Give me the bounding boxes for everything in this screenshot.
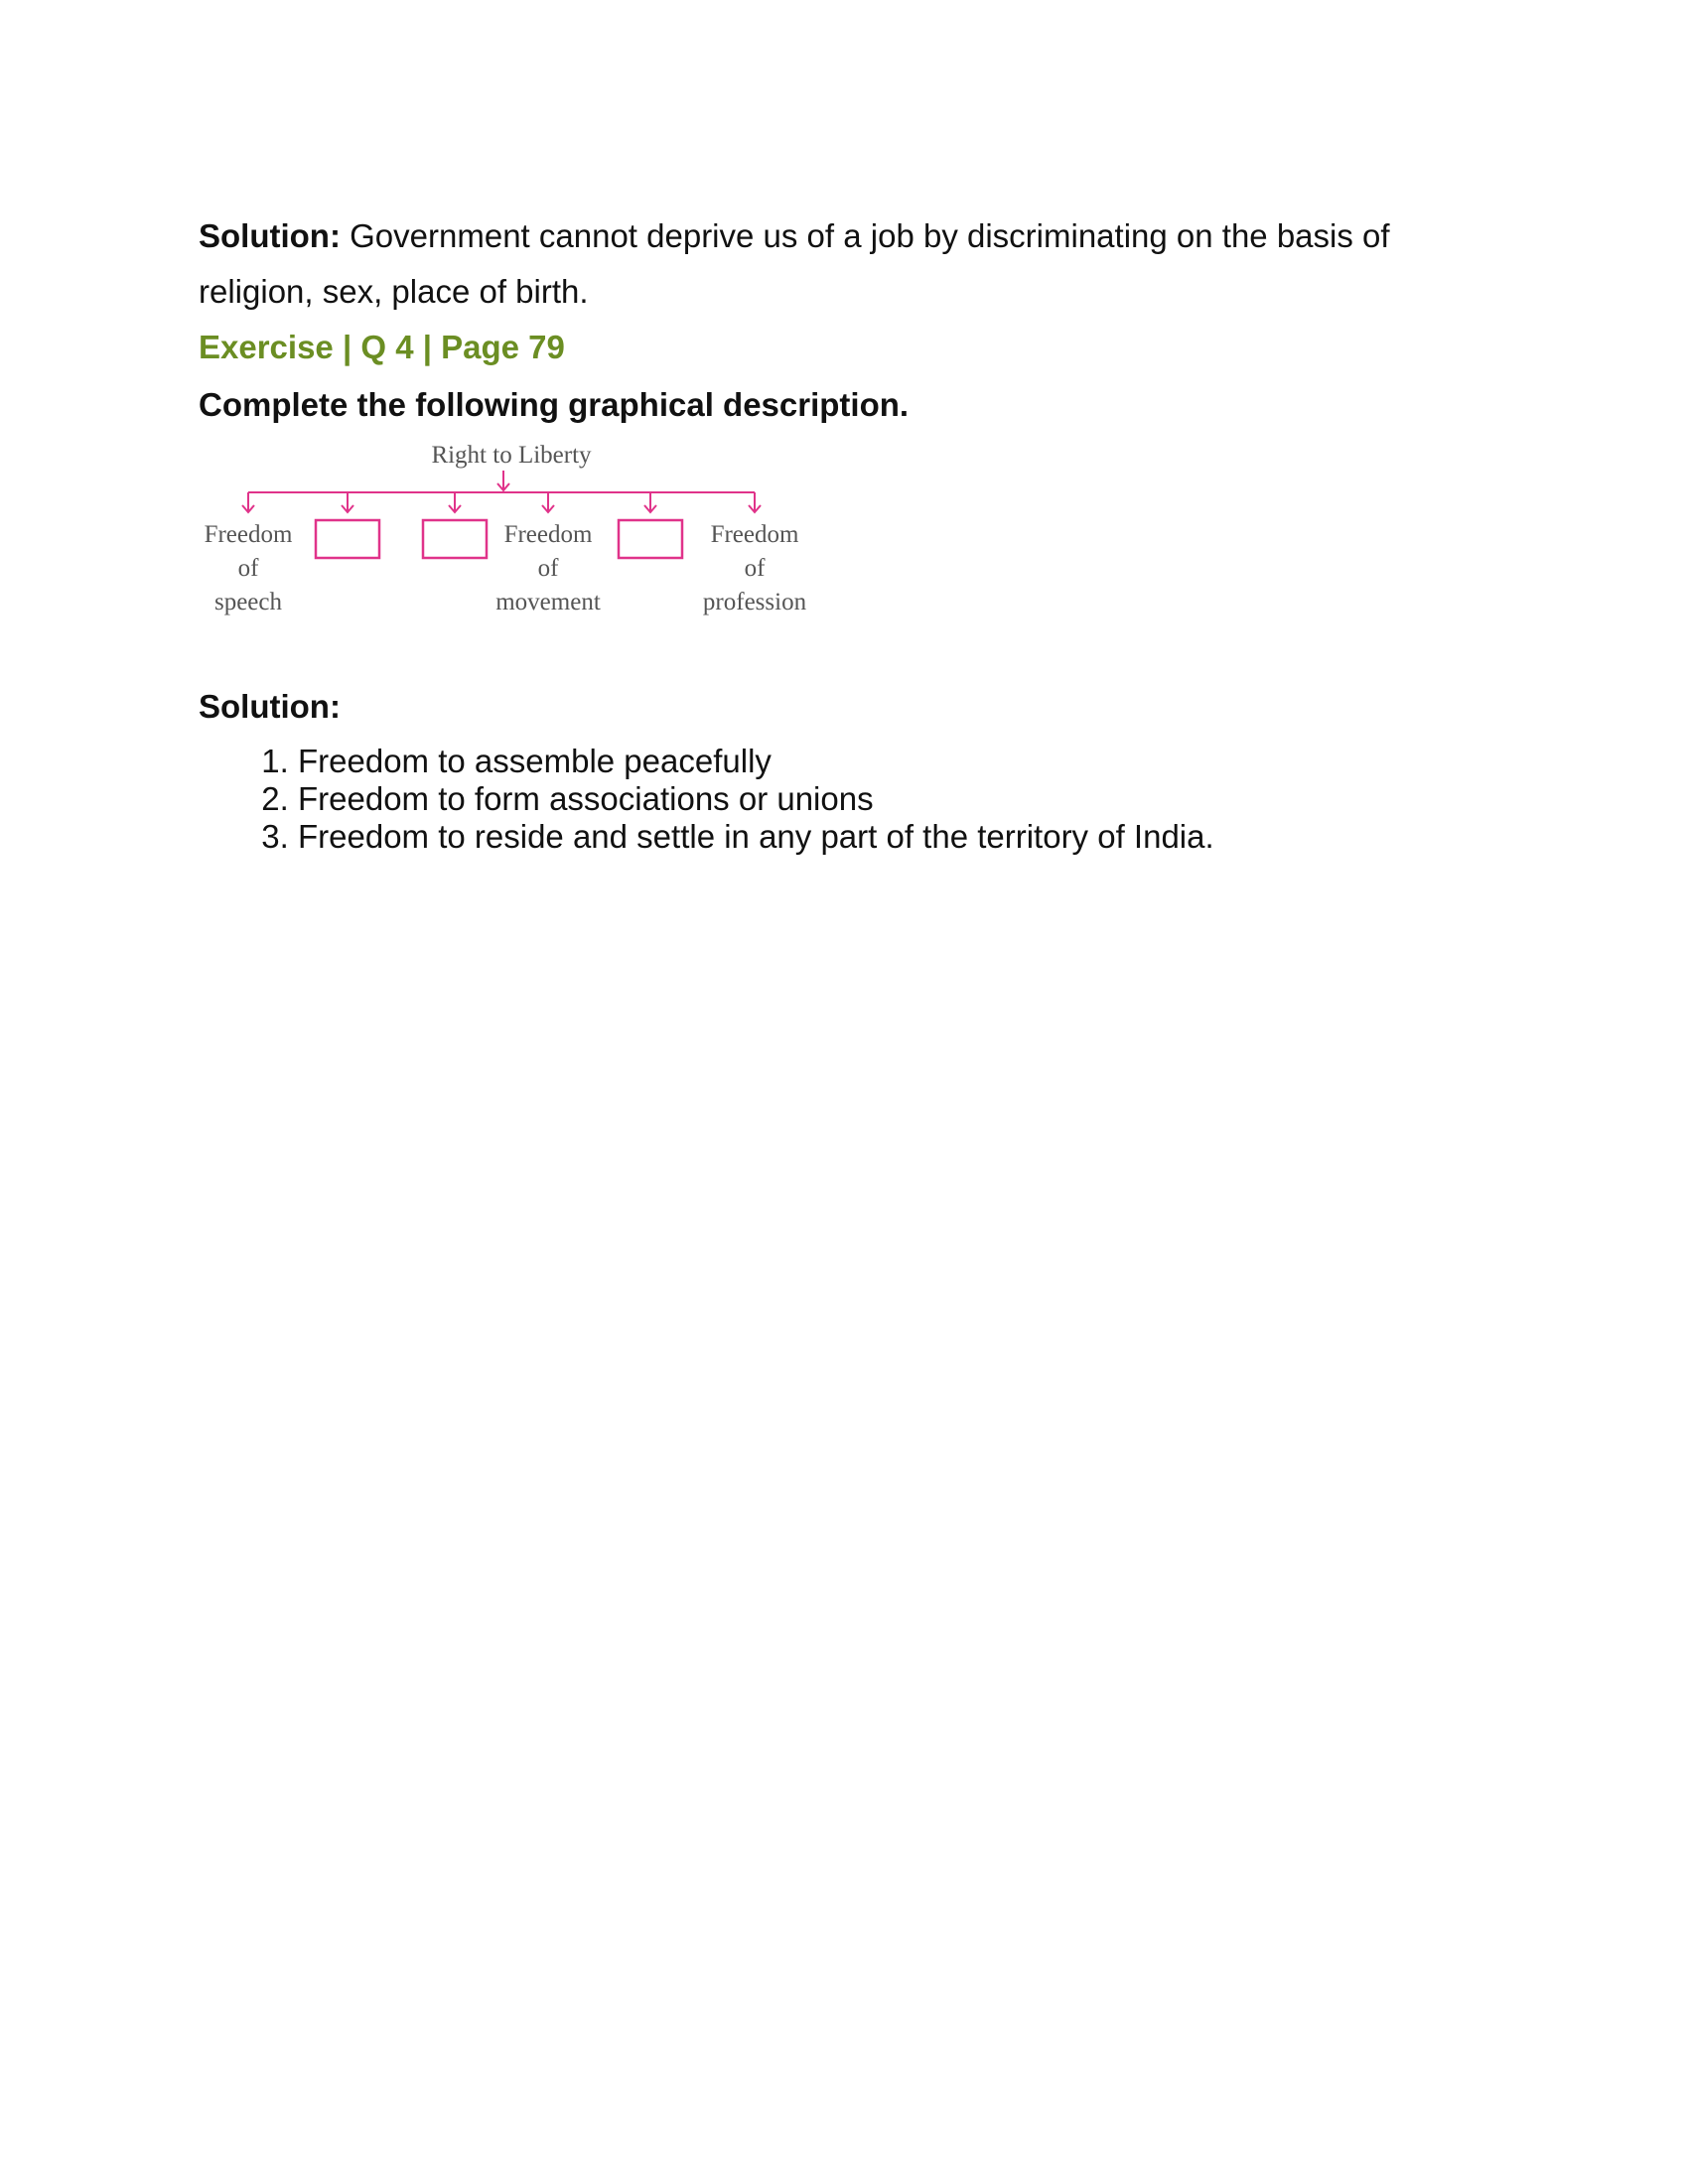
diagram-node-label: speech bbox=[213, 589, 283, 615]
diagram-node-label: profession bbox=[702, 589, 807, 615]
diagram-nodes bbox=[205, 520, 807, 615]
diagram-node-label: of bbox=[537, 555, 559, 582]
solution-heading: Solution: bbox=[199, 688, 341, 725]
diagram-node-label: movement bbox=[495, 589, 601, 615]
diagram-node-label: Freedom bbox=[710, 521, 799, 548]
blank-box bbox=[423, 520, 487, 558]
diagram-connectors bbox=[242, 471, 761, 512]
diagram-node-label: of bbox=[744, 555, 766, 582]
question-text: Complete the following graphical description. bbox=[199, 386, 910, 423]
previous-solution-text: Government cannot deprive us of a job by discriminating on the basis of religion, sex, place of birth. bbox=[199, 217, 1390, 310]
diagram-root-label: Right to Liberty bbox=[431, 442, 592, 469]
previous-solution bbox=[199, 208, 1489, 320]
solution-item: 2. Freedom to form associations or unions bbox=[298, 780, 1489, 818]
blank-box bbox=[619, 520, 682, 558]
exercise-reference[interactable]: Exercise | Q 4 | Page 79 bbox=[199, 329, 565, 365]
diagram-node-label: Freedom bbox=[204, 521, 293, 548]
document-page bbox=[199, 208, 1489, 856]
liberty-diagram bbox=[199, 433, 834, 631]
solution-list bbox=[199, 743, 1489, 856]
diagram-node-label: Freedom bbox=[503, 521, 593, 548]
solution-item: 1. Freedom to assemble peacefully bbox=[298, 743, 1489, 780]
previous-solution-label: Solution: bbox=[199, 217, 341, 254]
solution-item: 3. Freedom to reside and settle in any part of the territory of India. bbox=[298, 818, 1489, 856]
diagram-node-label: of bbox=[237, 555, 259, 582]
diagram-svg bbox=[199, 433, 834, 631]
blank-box bbox=[316, 520, 379, 558]
